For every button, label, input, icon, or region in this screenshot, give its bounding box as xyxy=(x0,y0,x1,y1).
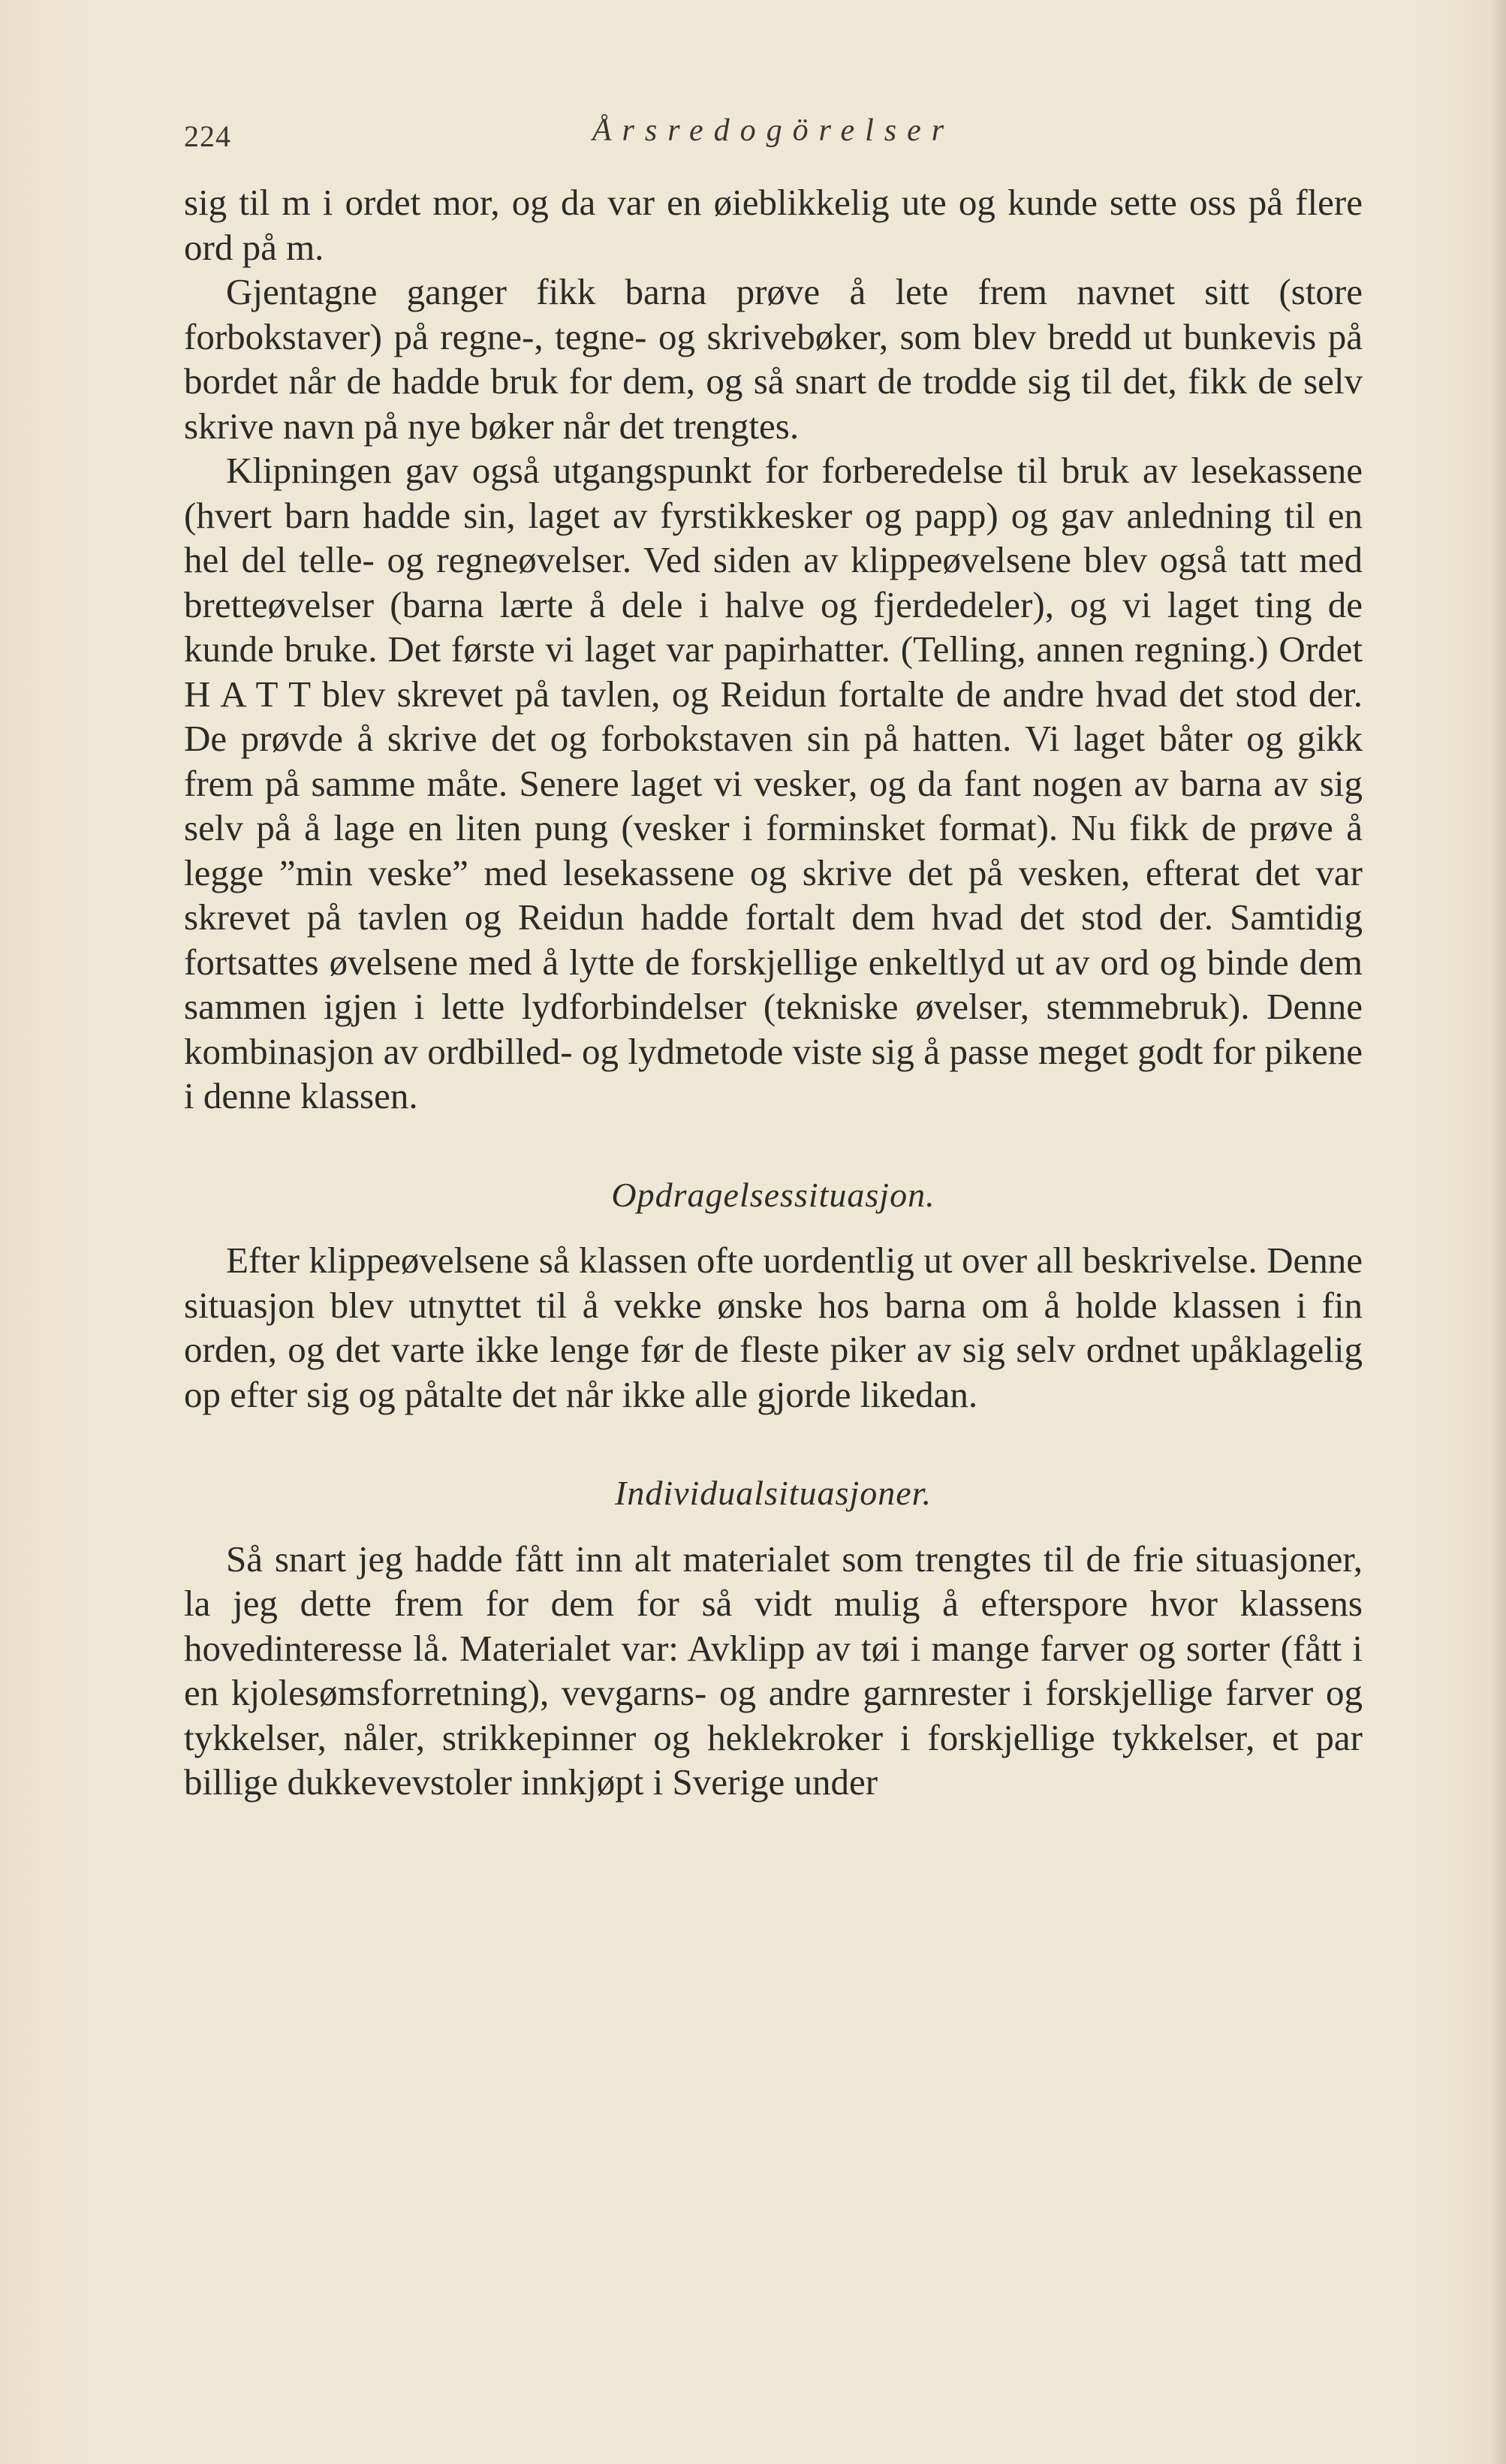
spacer xyxy=(184,1217,1363,1238)
spacer xyxy=(184,1119,1363,1173)
body-text xyxy=(184,180,1363,1805)
page-number: 224 xyxy=(184,119,231,153)
paragraph: Klipningen gav også utgangspunkt for forberedelse til bruk av lesekassene (hvert barn hadde sin, laget av fyrstikkesker og papp) og gav anledning til en hel del telle- og regneøvelser. Ved siden av klippeøvelsene blev også tatt med bretteøvelser (barna lærte å dele i halve og fjerdedeler), og vi laget ting de kunde bruke. Det første vi laget var papirhatter. (Telling, annen regning.) Ordet H A T T blev skrevet på tavlen, og Reidun fortalte de andre hvad det stod der. De prøvde å skrive det og forbokstaven sin på hatten. Vi laget båter og gikk frem på samme måte. Senere laget vi vesker, og da fant nogen av barna av sig selv på å lage en liten pung (vesker i forminsket format). Nu fikk de prøve å legge ”min veske” med lesekassene og skrive det på vesken, efterat det var skrevet på tavlen og Reidun hadde fortalt dem hvad det stod der. Samtidig fortsattes øvelsene med å lytte de forskjellige enkeltlyd ut av ord og binde dem sammen igjen i lette lydforbindelser (tekniske øvelser, stemmebruk). Denne kombinasjon av ordbilled- og lydmetode viste sig å passe meget godt for pikene i denne klassen. xyxy=(184,450,1363,1116)
page-edge-shadow xyxy=(1489,0,1506,2464)
running-title: Årsredogörelser xyxy=(592,113,955,148)
paragraph: Gjentagne ganger fikk barna prøve å lete frem navnet sitt (store forbokstaver) på regne-, tegne- og skrivebøker, som blev bredd ut bunkevis på bordet når de hadde bruk for dem, og så snart de trodde sig til det, fikk de selv skrive navn på nye bøker når det trengtes. xyxy=(184,271,1363,447)
section-heading: Opdragelsessituasjon. xyxy=(611,1175,935,1214)
paragraph: Så snart jeg hadde fått inn alt materialet som trengtes til de frie situasjoner, la jeg dette frem for dem for så vidt mulig å efterspore hvor klassens hovedinteresse lå. Materialet var: Avklipp av tøi i mange farver og sorter (fått i en kjolesømsforretning), vevgarns- og andre garnrester i forskjellige farver og tykkelser, nåler, strikkepinner og heklekroker i forskjellige tykkelser, et par billige dukkevevstoler innkjøpt i Sverige under xyxy=(184,1538,1363,1803)
paragraph: sig til m i ordet mor, og da var en øieblikkelig ute og kunde sette oss på flere ord på m. xyxy=(184,182,1363,268)
paragraph: Efter klippeøvelsene så klassen ofte uordentlig ut over all beskrivelse. Denne situasjon blev utnyttet til å vekke ønske hos barna om å holde klassen i fin orden, og det varte ikke lenge før de fleste piker av sig selv ordnet upåklagelig op efter sig og påtalte det når ikke alle gjorde likedan. xyxy=(184,1240,1363,1415)
spacer xyxy=(184,1516,1363,1537)
spacer xyxy=(184,1417,1363,1471)
page-header xyxy=(184,113,1363,165)
section-heading: Individualsituasjoner. xyxy=(615,1474,932,1512)
